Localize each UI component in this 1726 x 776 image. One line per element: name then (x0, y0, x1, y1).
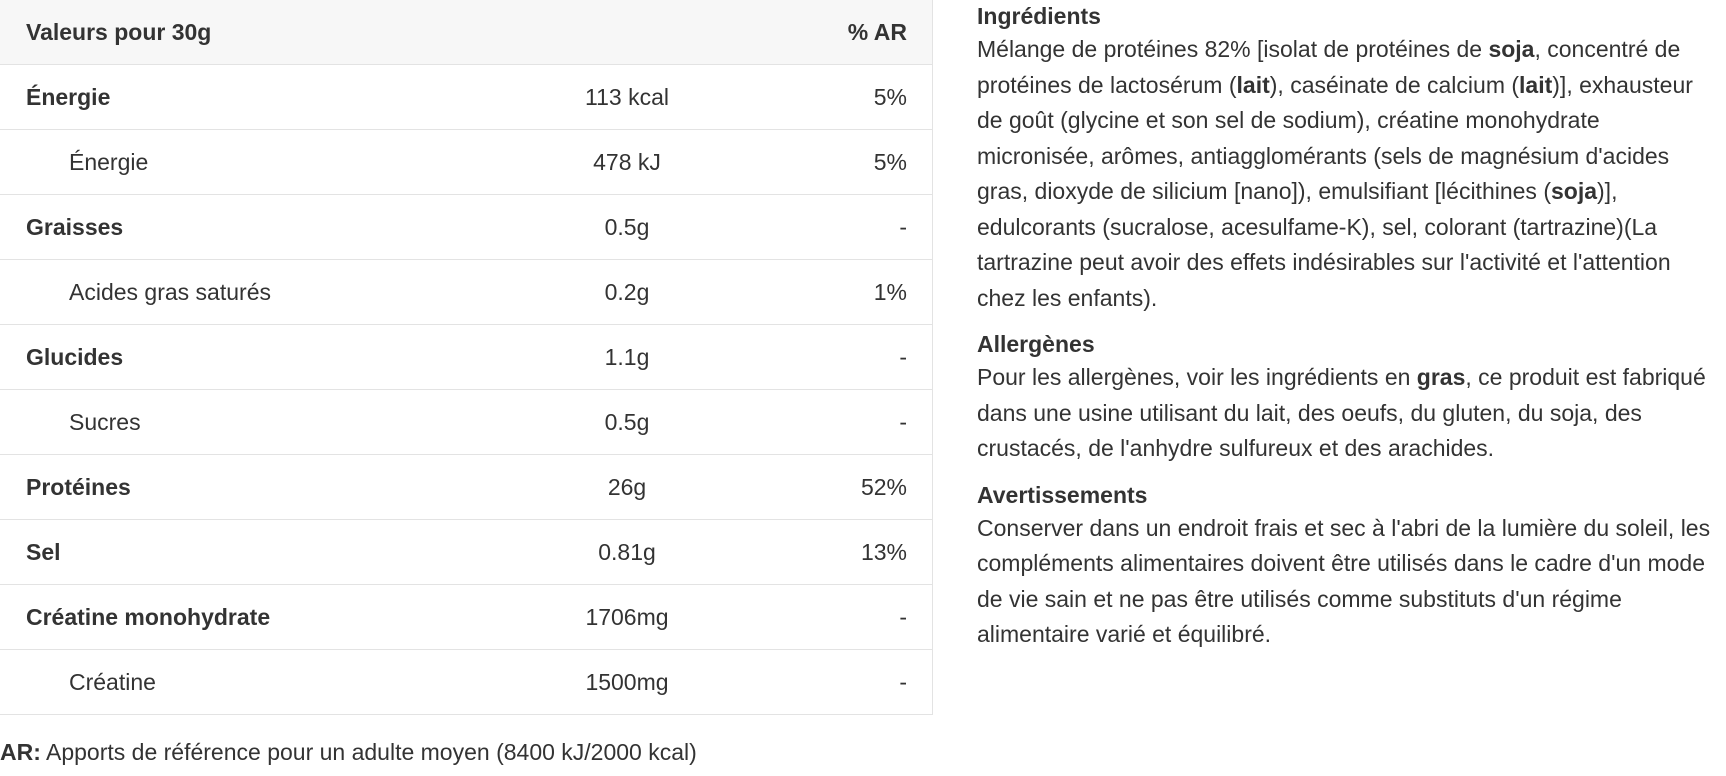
row-amount: 478 kJ (593, 148, 661, 175)
ingredients-section (977, 0, 1717, 316)
row-name: Acides gras saturés (69, 278, 271, 305)
allergen-highlight: lait (1519, 71, 1553, 98)
row-ar: 5% (873, 148, 907, 175)
row-name: Sel (26, 538, 61, 565)
allergens-part: Pour les allergènes, voir les ingrédients en (977, 364, 1417, 390)
row-name: Énergie (69, 148, 149, 175)
row-amount: 1500mg (585, 668, 669, 695)
row-name: Sucres (69, 408, 141, 435)
reference-footnote (0, 739, 697, 766)
row-amount: 0.81g (598, 538, 656, 565)
bold-keyword: gras (1416, 364, 1466, 390)
allergens-section (977, 328, 1717, 467)
table-row (0, 194, 932, 259)
table-row (0, 129, 932, 194)
nutrition-table (0, 0, 933, 715)
row-amount: 26g (607, 473, 647, 500)
row-amount: 1.1g (604, 343, 650, 370)
allergens-text (977, 360, 1717, 467)
row-ar: - (899, 343, 907, 370)
warnings-section (977, 479, 1717, 653)
row-name: Glucides (26, 343, 124, 370)
table-row (0, 584, 932, 649)
nutrition-header-row (0, 0, 932, 64)
footnote-text: Apports de référence pour un adulte moyen (8400 kJ/2000 kcal) (40, 739, 697, 765)
table-row (0, 259, 932, 324)
ingredients-part: , concentré de protéines de lactosérum ( (977, 36, 1681, 98)
allergen-highlight: soja (1488, 36, 1535, 62)
row-name: Graisses (26, 213, 124, 240)
row-amount: 1706mg (585, 603, 669, 630)
row-ar: 5% (873, 83, 907, 110)
ingredients-part: )], exhausteur de goût (glycine et son sel de sodium), créatine monohydrate micronisée, arômes, antiagglomérants (sels de magnésium d'acides gras, dioxyde de silicium [nano]), emulsifiant [lécithines ( (977, 71, 1693, 204)
ingredients-text (977, 32, 1717, 316)
table-row (0, 519, 932, 584)
footnote-label: AR: (0, 739, 41, 765)
ingredients-part: )], edulcorants (sucralose, acesulfame-K), sel, colorant (tartrazine)(La tartrazine peut avoir des effets indésirables sur l'activité et l'attention chez les enfants). (977, 178, 1671, 311)
ingredients-part: ), caséinate de calcium ( (1269, 71, 1520, 98)
ingredients-title: Ingrédients (977, 3, 1101, 29)
row-name: Énergie (26, 83, 111, 110)
table-row (0, 649, 932, 714)
allergens-title: Allergènes (977, 331, 1095, 357)
table-row (0, 324, 932, 389)
row-ar: - (899, 603, 907, 630)
row-name: Créatine monohydrate (26, 603, 271, 630)
row-amount: 0.2g (604, 278, 650, 305)
row-name: Protéines (26, 473, 131, 500)
row-amount: 0.5g (604, 213, 650, 240)
allergen-highlight: soja (1550, 178, 1598, 204)
row-ar: 52% (860, 473, 907, 500)
warnings-text: Conserver dans un endroit frais et sec à l'abri de la lumière du soleil, les compléments alimentaires doivent être utilisés dans le cadre d'un mode de vie sain et ne pas être utilisés comme substituts d'un régime alimentaire varié et équilibré. (977, 514, 1711, 647)
ingredients-part: Mélange de protéines 82% [isolat de protéines de (977, 36, 1489, 62)
row-ar: 13% (860, 538, 907, 565)
row-amount: 0.5g (604, 408, 650, 435)
warnings-title: Avertissements (977, 481, 1148, 508)
row-name: Créatine (69, 668, 156, 695)
row-ar: - (899, 668, 907, 695)
row-ar: - (899, 408, 907, 435)
allergens-part: , ce produit est fabriqué dans une usine utilisant du lait, des oeufs, du gluten, du soja, des crustacés, de l'anhydre sulfureux et des arachides. (977, 364, 1706, 461)
table-row (0, 64, 932, 129)
row-ar: 1% (873, 278, 907, 305)
header-ar: % AR (847, 18, 907, 45)
table-row (0, 389, 932, 454)
allergen-highlight: lait (1236, 71, 1270, 98)
table-row (0, 454, 932, 519)
row-amount: 113 kcal (585, 83, 669, 110)
header-name: Valeurs pour 30g (26, 18, 212, 45)
row-ar: - (899, 213, 907, 240)
product-details (977, 0, 1717, 665)
